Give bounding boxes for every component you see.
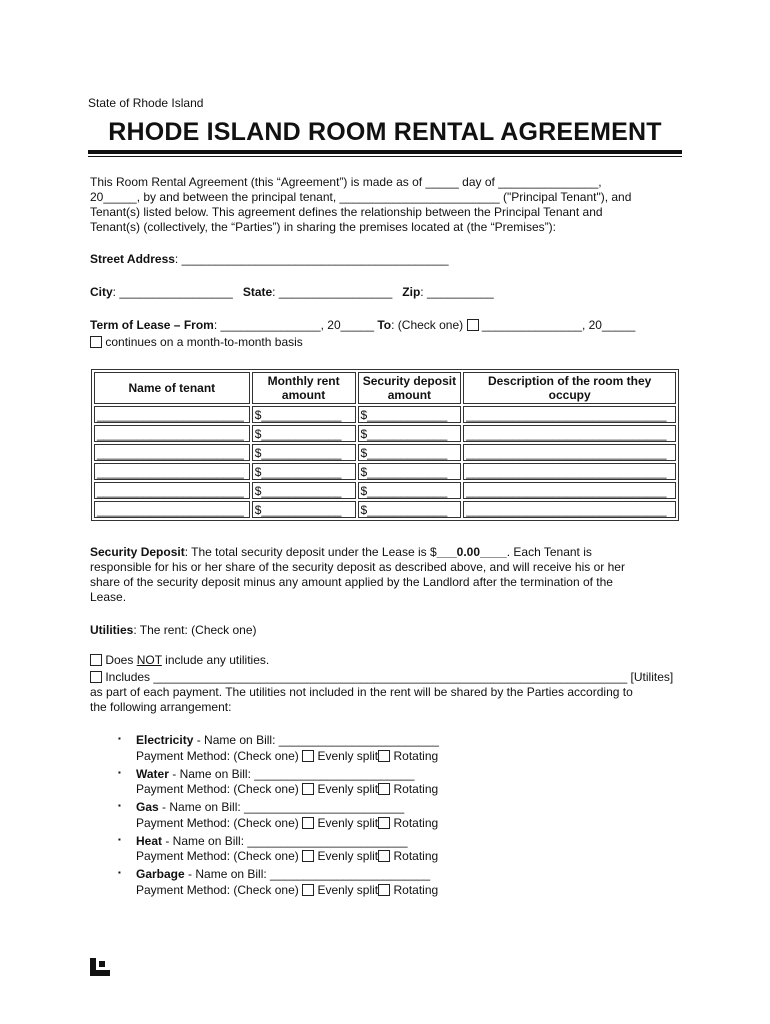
- city-state-zip-row: [90, 285, 494, 299]
- utility-bill-field[interactable]: - Name on Bill: ________________________: [184, 867, 431, 881]
- rotating-checkbox[interactable]: [378, 850, 390, 862]
- intro-line-2: 20_____, by and between the principal tenant, ________________________ ("Principal Tenant"), and: [90, 190, 632, 204]
- utilities-option-none: [90, 653, 269, 667]
- tenant-name-cell[interactable]: ______________________: [94, 501, 250, 518]
- security-text-b: . Each Tenant is: [506, 545, 592, 559]
- payment-method-label: Payment Method: (Check one): [136, 849, 299, 863]
- table-row: [94, 444, 676, 461]
- street-address-label: Street Address: [90, 252, 175, 266]
- security-line-2: responsible for his or her share of the security deposit as described above, and will receive his or her: [90, 560, 625, 574]
- payment-method-row: [136, 849, 438, 863]
- payment-method-label: Payment Method: (Check one): [136, 782, 299, 796]
- bullet-icon: ▪: [118, 734, 121, 743]
- evenly-split-checkbox[interactable]: [302, 817, 314, 829]
- utility-name: Electricity: [136, 733, 194, 747]
- rotating-label: Rotating: [393, 782, 439, 796]
- city-label: City: [90, 285, 113, 299]
- deposit-cell[interactable]: $____________: [358, 501, 462, 518]
- security-deposit-label: Security Deposit: [90, 545, 185, 559]
- deposit-cell[interactable]: $____________: [358, 482, 462, 499]
- table-row: [94, 463, 676, 480]
- payment-method-label: Payment Method: (Check one): [136, 883, 299, 897]
- state-label: State: [242, 285, 273, 299]
- deposit-cell[interactable]: $____________: [358, 425, 462, 442]
- evenly-split-checkbox[interactable]: [302, 850, 314, 862]
- includes-utilities-field[interactable]: Includes _______________________________________________________________________ [Utilites]: [105, 670, 674, 684]
- no-utilities-text-b: include any utilities.: [161, 653, 270, 667]
- term-to-field[interactable]: _______________, 20_____: [481, 318, 636, 332]
- logo-icon: [90, 958, 110, 976]
- title-rule-thick: [88, 150, 682, 154]
- state-label: State of Rhode Island: [88, 96, 204, 110]
- zip-field[interactable]: : __________: [420, 285, 494, 299]
- title-rule-thin: [88, 156, 682, 157]
- deposit-cell[interactable]: $____________: [358, 444, 462, 461]
- payment-method-label: Payment Method: (Check one): [136, 816, 299, 830]
- utility-name: Gas: [136, 800, 159, 814]
- security-deposit-paragraph: [90, 545, 680, 605]
- utility-heat: [136, 834, 408, 848]
- table-row: [94, 425, 676, 442]
- deposit-cell[interactable]: $____________: [358, 463, 462, 480]
- table-row: [94, 501, 676, 518]
- zip-label: Zip: [402, 285, 421, 299]
- utility-bill-field[interactable]: - Name on Bill: ________________________: [162, 834, 408, 848]
- security-line-4: Lease.: [90, 590, 127, 604]
- utility-name: Water: [136, 767, 169, 781]
- tenant-name-cell[interactable]: ______________________: [94, 425, 250, 442]
- payment-method-label: Payment Method: (Check one): [136, 749, 299, 763]
- security-text-a: : The total security deposit under the Lease is $: [184, 545, 437, 559]
- term-date-checkbox[interactable]: [467, 319, 479, 331]
- header-name: Name of tenant: [94, 372, 250, 404]
- street-address-row: [90, 252, 449, 266]
- utilities-heading: [90, 623, 257, 637]
- security-line-3: share of the security deposit minus any amount applied by the Landlord after the termination of the: [90, 575, 613, 589]
- no-utilities-checkbox[interactable]: [90, 654, 102, 666]
- security-amount-field[interactable]: ___0.00____: [436, 545, 507, 559]
- payment-method-row: [136, 883, 438, 897]
- payment-method-row: [136, 816, 438, 830]
- utility-name: Heat: [136, 834, 163, 848]
- utilities-option-includes: [90, 670, 690, 715]
- tenant-name-cell[interactable]: ______________________: [94, 406, 250, 423]
- header-rent: Monthly rent amount: [252, 372, 356, 404]
- rent-cell[interactable]: $____________: [252, 425, 356, 442]
- utility-gas: [136, 800, 404, 814]
- rent-cell[interactable]: $____________: [252, 482, 356, 499]
- tenant-table-header: [94, 372, 676, 404]
- evenly-split-checkbox[interactable]: [302, 750, 314, 762]
- rotating-label: Rotating: [393, 816, 439, 830]
- header-description: Description of the room they occupy: [463, 372, 676, 404]
- evenly-split-label: Evenly split: [317, 782, 379, 796]
- city-field[interactable]: : _________________: [112, 285, 233, 299]
- street-address-field[interactable]: : ________________________________________: [174, 252, 449, 266]
- bullet-icon: ▪: [118, 868, 121, 877]
- rotating-label: Rotating: [393, 849, 439, 863]
- table-row: [94, 406, 676, 423]
- header-deposit: Security deposit amount: [358, 372, 462, 404]
- intro-line-3: Tenant(s) listed below. This agreement defines the relationship between the Principal Tenant and: [90, 205, 603, 219]
- utility-bill-field[interactable]: - Name on Bill: ________________________: [193, 733, 439, 747]
- table-row: [94, 482, 676, 499]
- rent-cell[interactable]: $____________: [252, 501, 356, 518]
- description-cell[interactable]: ______________________________: [463, 482, 676, 499]
- rotating-checkbox[interactable]: [378, 750, 390, 762]
- no-utilities-text-a: Does: [105, 653, 137, 667]
- document-title: RHODE ISLAND ROOM RENTAL AGREEMENT: [108, 118, 662, 146]
- evenly-split-label: Evenly split: [317, 883, 379, 897]
- evenly-split-label: Evenly split: [317, 849, 379, 863]
- includes-utilities-checkbox[interactable]: [90, 671, 102, 683]
- tenant-name-cell[interactable]: ______________________: [94, 463, 250, 480]
- no-utilities-not: NOT: [136, 653, 162, 667]
- bullet-icon: ▪: [118, 768, 121, 777]
- description-cell[interactable]: ______________________________: [463, 501, 676, 518]
- includes-line: [90, 670, 690, 685]
- deposit-cell[interactable]: $____________: [358, 406, 462, 423]
- description-cell[interactable]: ______________________________: [463, 406, 676, 423]
- term-to-label: To: [377, 318, 392, 332]
- bullet-icon: ▪: [118, 835, 121, 844]
- term-to-text: : (Check one): [391, 318, 464, 332]
- evenly-split-checkbox[interactable]: [302, 884, 314, 896]
- security-line-1: [90, 545, 680, 560]
- utility-bill-field[interactable]: - Name on Bill: ________________________: [168, 767, 415, 781]
- rotating-label: Rotating: [393, 883, 439, 897]
- intro-paragraph: [90, 175, 680, 235]
- utility-garbage: [136, 867, 430, 881]
- tenant-table: [91, 369, 679, 521]
- rotating-checkbox[interactable]: [378, 817, 390, 829]
- rent-cell[interactable]: $____________: [252, 406, 356, 423]
- month-to-month-row: [90, 335, 303, 349]
- term-from-field[interactable]: : _______________, 20_____: [213, 318, 374, 332]
- month-to-month-checkbox[interactable]: [90, 336, 102, 348]
- payment-method-row: [136, 782, 438, 796]
- utility-water: [136, 767, 414, 781]
- utility-electricity: [136, 733, 439, 747]
- rotating-label: Rotating: [393, 749, 439, 763]
- utilities-label: Utilities: [90, 623, 134, 637]
- utilities-line-3: the following arrangement:: [90, 700, 232, 714]
- term-label: Term of Lease – From: [90, 318, 214, 332]
- rotating-checkbox[interactable]: [378, 783, 390, 795]
- tenant-name-cell[interactable]: ______________________: [94, 444, 250, 461]
- payment-method-row: [136, 749, 438, 763]
- month-to-month-label: continues on a month-to-month basis: [105, 335, 303, 349]
- utilities-line-2: as part of each payment. The utilities not included in the rent will be shared by the Parties according to: [90, 685, 633, 699]
- bullet-icon: ▪: [118, 801, 121, 810]
- intro-line-1: This Room Rental Agreement (this “Agreement”) is made as of _____ day of _______________,: [90, 175, 602, 189]
- intro-line-4: Tenant(s) (collectively, the “Parties”) in sharing the premises located at (the “Premises”):: [90, 220, 556, 234]
- state-field[interactable]: : _________________: [272, 285, 393, 299]
- rent-cell[interactable]: $____________: [252, 463, 356, 480]
- utilities-text: : The rent: (Check one): [133, 623, 257, 637]
- rotating-checkbox[interactable]: [378, 884, 390, 896]
- utility-bill-field[interactable]: - Name on Bill: ________________________: [158, 800, 405, 814]
- description-cell[interactable]: ______________________________: [463, 444, 676, 461]
- tenant-name-cell[interactable]: ______________________: [94, 482, 250, 499]
- rent-cell[interactable]: $____________: [252, 444, 356, 461]
- utility-name: Garbage: [136, 867, 185, 881]
- description-cell[interactable]: ______________________________: [463, 463, 676, 480]
- evenly-split-checkbox[interactable]: [302, 783, 314, 795]
- term-row: [90, 318, 635, 332]
- description-cell[interactable]: ______________________________: [463, 425, 676, 442]
- evenly-split-label: Evenly split: [317, 816, 379, 830]
- evenly-split-label: Evenly split: [317, 749, 379, 763]
